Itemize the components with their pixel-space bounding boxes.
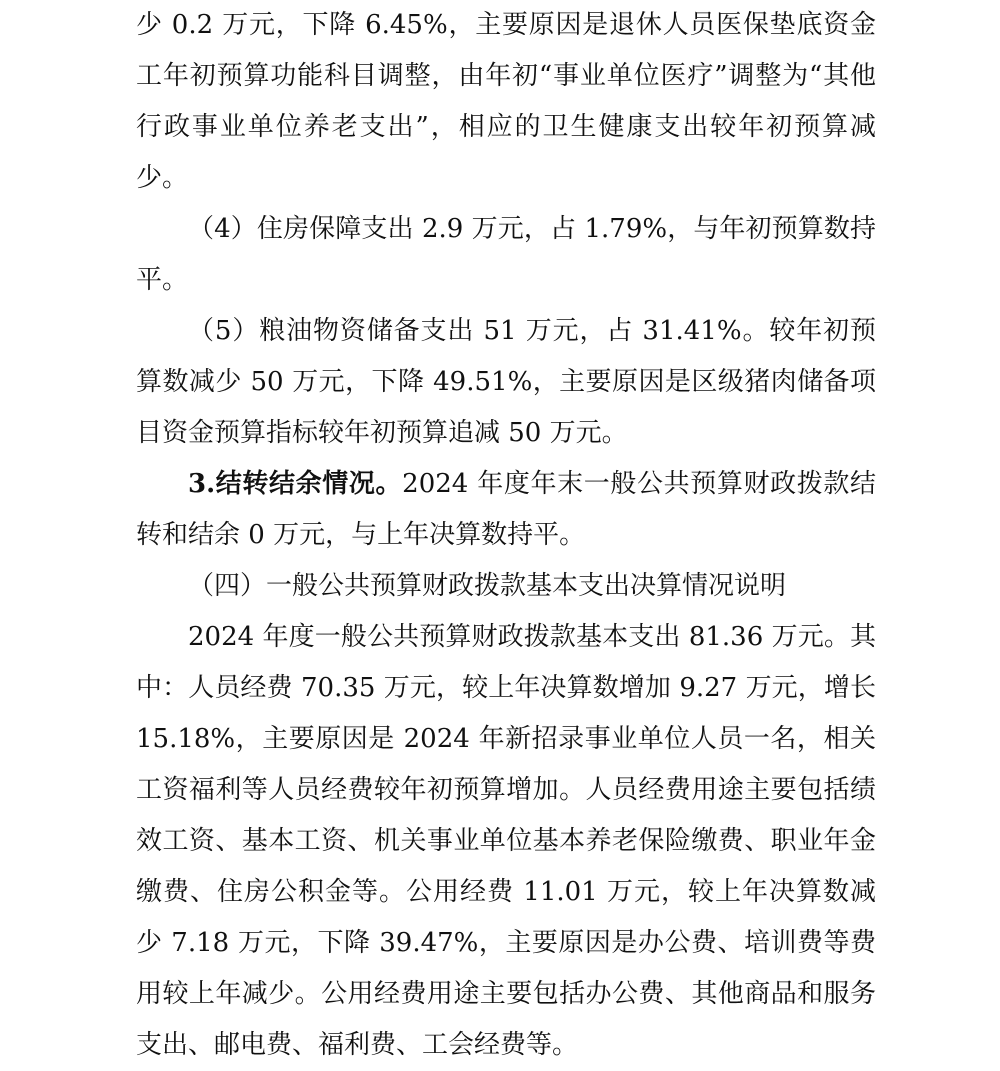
section-heading-basic-expenditure: （四）一般公共预算财政拨款基本支出决算情况说明 xyxy=(188,571,787,601)
paragraph-housing-expenditure: （4）住房保障支出 2.9 万元，占 1.79%，与年初预算数持平。 xyxy=(136,214,876,295)
document-page xyxy=(136,0,876,1071)
paragraph-basic-expenditure: 2024 年度一般公共预算财政拨款基本支出 81.36 万元。其中：人员经费 70.35 万元，较上年决算数增加 9.27 万元，增长 15.18%，主要原因是 2024 年新招录事业单位人员一名，相关工资福利等人员经费较年初预算增加。人员经费用途主要包括绩效工资、基本工资、机关事业单位基本养老保险缴费、职业年金缴费、住房公积金等。公用经费 11.01 万元，较上年决算数减少 7.18 万元，下降 39.47%，主要原因是办公费、培训费等费用较上年减少。公用经费用途主要包括办公费、其他商品和服务支出、邮电费、福利费、工会经费等。 xyxy=(136,622,876,1060)
carryover-body-text: 2024 年度年末一般公共预算财政拨款结转和结余 0 万元，与上年决算数持平。 xyxy=(136,469,876,550)
paragraph-carryover-balance xyxy=(136,459,876,561)
paragraph-health-expenditure-continued: 少 0.2 万元，下降 6.45%，主要原因是退休人员医保垫底资金工年初预算功能科目调整，由年初“事业单位医疗”调整为“其他行政事业单位养老支出”，相应的卫生健康支出较年初预算减少。 xyxy=(136,10,876,193)
paragraph-grain-oil-reserve-expenditure: （5）粮油物资储备支出 51 万元，占 31.41%。较年初预算数减少 50 万元，下降 49.51%，主要原因是区级猪肉储备项目资金预算指标较年初预算追减 50 万元。 xyxy=(136,316,876,448)
carryover-lead-heading: 3.结转结余情况。 xyxy=(188,469,403,499)
